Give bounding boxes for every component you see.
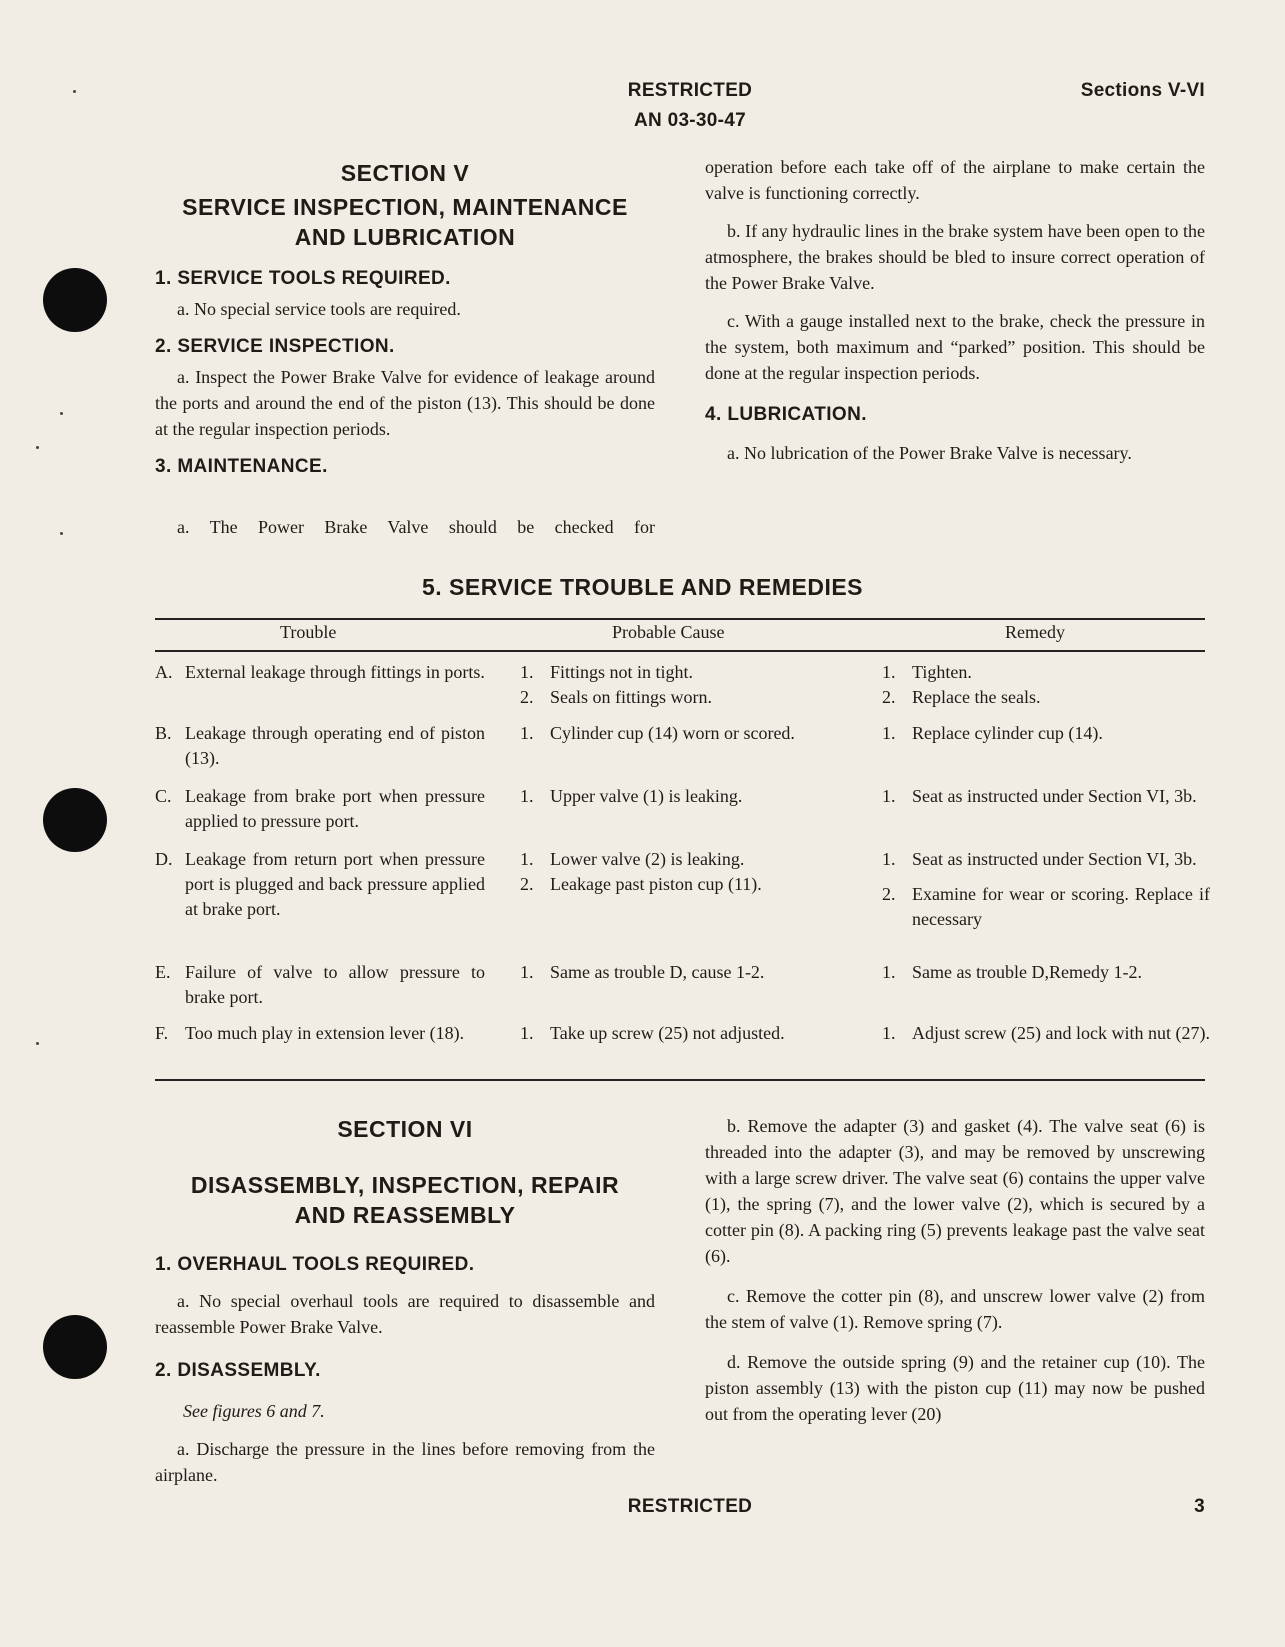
section5-para-4a: a. No lubrication of the Power Brake Valve is necessary.	[727, 443, 1132, 463]
header-sections: Sections V-VI	[1080, 80, 1205, 101]
cause-text: Fittings not in tight.	[550, 662, 694, 682]
cause-number: 2.	[520, 687, 534, 707]
paper-speck	[60, 532, 63, 535]
section6-subtitle-2: AND REASSEMBLY	[294, 1202, 516, 1228]
section5-heading-1: 1. SERVICE TOOLS REQUIRED.	[155, 268, 451, 289]
trouble-key: C.	[155, 786, 172, 806]
section6-para-1a: a. No special overhaul tools are required to disassemble and reassemble Power Brake Valve.	[155, 1291, 655, 1337]
table-rule-top	[155, 618, 1205, 620]
section5-heading-4: 4. LUBRICATION.	[705, 404, 867, 425]
trouble-text: Too much play in extension lever (18).	[185, 1023, 465, 1043]
trouble-key: B.	[155, 723, 172, 743]
section5-para-3a-cont: operation before each take off of the airplane to make certain the valve is functioning correctly.	[705, 157, 1205, 203]
section6-left-column	[155, 1114, 655, 1488]
table-cell-cause	[520, 960, 845, 985]
section5-subtitle-2: AND LUBRICATION	[294, 224, 516, 250]
table-cell-trouble	[155, 721, 485, 771]
table-header-trouble: Trouble	[280, 622, 337, 642]
binder-hole-bottom	[43, 1315, 107, 1379]
section5-para-2a: a. Inspect the Power Brake Valve for evidence of leakage around the ports and around the end of the piston (13). This should be done at the regular inspection periods.	[155, 367, 655, 439]
table-header-remedy: Remedy	[1005, 622, 1065, 642]
cause-number: 1.	[520, 786, 534, 806]
table-cell-trouble	[155, 1021, 485, 1046]
trouble-key: E.	[155, 962, 171, 982]
trouble-key: F.	[155, 1023, 169, 1043]
trouble-key: D.	[155, 849, 173, 869]
cause-number: 1.	[520, 1023, 534, 1043]
binder-hole-middle	[43, 788, 107, 852]
remedy-text: Adjust screw (25) and lock with nut (27).	[912, 1023, 1210, 1043]
table-cell-cause	[520, 784, 845, 809]
binder-hole-top	[43, 268, 107, 332]
cause-text: Upper valve (1) is leaking.	[550, 786, 743, 806]
table-cell-remedy	[882, 847, 1210, 932]
footer-page-number: 3	[1194, 1496, 1205, 1517]
table-cell-remedy	[882, 1021, 1210, 1046]
section6-see-figures: See figures 6 and 7.	[183, 1401, 325, 1421]
section6-para-2b: b. Remove the adapter (3) and gasket (4). The valve seat (6) is threaded into the adapter (3), and may be removed by unscrewing with a large screw driver. The valve seat (6) contains the upper valve (1), the spring (7), and the lower valve (2), which is secured by a cotter pin (8). A packing ring (5) prevents leakage past the valve seat (6).	[705, 1116, 1205, 1266]
remedy-text: Seat as instructed under Section VI, 3b.	[912, 849, 1197, 869]
section6-para-2a: a. Discharge the pressure in the lines before removing from the airplane.	[155, 1439, 655, 1485]
trouble-key: A.	[155, 662, 173, 682]
table-rule-bottom	[155, 1079, 1205, 1081]
remedy-number: 2.	[882, 884, 896, 904]
table-cell-cause	[520, 660, 845, 710]
table-cell-trouble	[155, 960, 485, 1010]
section6-subtitle-1: DISASSEMBLY, INSPECTION, REPAIR	[190, 1172, 620, 1198]
section6-para-2d: d. Remove the outside spring (9) and the retainer cup (10). The piston assembly (13) with the piston cup (11) may now be pushed out from the operating lever (20)	[705, 1352, 1205, 1424]
section6-right-column	[705, 1113, 1205, 1427]
paper-speck	[36, 446, 39, 449]
trouble-text: Leakage from return port when pressure port is plugged and back pressure applied at brake port.	[185, 849, 485, 919]
section6-heading-1: 1. OVERHAUL TOOLS REQUIRED.	[155, 1254, 475, 1275]
cause-number: 1.	[520, 849, 534, 869]
section5-heading-3: 3. MAINTENANCE.	[155, 456, 328, 477]
remedy-number: 1.	[882, 786, 896, 806]
table-cell-remedy	[882, 784, 1210, 809]
section5-para-1a: a. No special service tools are required.	[177, 299, 461, 319]
section5-right-column	[705, 154, 1205, 466]
remedy-text: Replace the seals.	[912, 687, 1041, 707]
section5-left-column	[155, 158, 655, 480]
remedy-text: Replace cylinder cup (14).	[912, 723, 1103, 743]
remedy-text: Same as trouble D,Remedy 1-2.	[912, 962, 1142, 982]
table-cell-remedy	[882, 721, 1210, 746]
section5-para-3a-start: a. The Power Brake Valve should be checked for	[177, 517, 655, 537]
section5-heading-2: 2. SERVICE INSPECTION.	[155, 336, 395, 357]
trouble-text: Leakage from brake port when pressure applied to pressure port.	[185, 786, 485, 831]
section5-para-3b: b. If any hydraulic lines in the brake system have been open to the atmosphere, the brakes should be bled to insure correct operation of the Power Brake Valve.	[705, 221, 1205, 293]
cause-text: Same as trouble D, cause 1-2.	[550, 962, 765, 982]
remedy-text: Seat as instructed under Section VI, 3b.	[912, 786, 1197, 806]
table-cell-cause	[520, 847, 845, 897]
remedy-text: Tighten.	[912, 662, 972, 682]
table-cell-remedy	[882, 660, 1210, 710]
section5-para-3c: c. With a gauge installed next to the brake, check the pressure in the system, both maximum and “parked” position. This should be done at the regular inspection periods.	[705, 311, 1205, 383]
cause-number: 1.	[520, 962, 534, 982]
trouble-text: External leakage through fittings in ports.	[185, 662, 485, 682]
table-rule-header	[155, 650, 1205, 652]
cause-text: Leakage past piston cup (11).	[550, 874, 762, 894]
footer-classification: RESTRICTED	[627, 1496, 753, 1517]
remedy-text: Examine for wear or scoring. Replace if necessary	[912, 884, 1210, 929]
paper-speck	[60, 412, 63, 415]
table-cell-remedy	[882, 960, 1210, 985]
table-cell-cause	[520, 721, 845, 746]
table-cell-trouble	[155, 847, 485, 922]
table-cell-cause	[520, 1021, 845, 1046]
table-cell-trouble	[155, 784, 485, 834]
header-doc-number: AN 03-30-47	[633, 110, 747, 131]
cause-number: 1.	[520, 723, 534, 743]
section6-title: SECTION VI	[337, 1116, 473, 1142]
remedy-number: 1.	[882, 662, 896, 682]
remedy-number: 1.	[882, 962, 896, 982]
section5-subtitle-1: SERVICE INSPECTION, MAINTENANCE	[182, 194, 628, 220]
section6-heading-2: 2. DISASSEMBLY.	[155, 1360, 321, 1381]
trouble-text: Failure of valve to allow pressure to brake port.	[185, 962, 485, 1007]
cause-number: 1.	[520, 662, 534, 682]
cause-number: 2.	[520, 874, 534, 894]
paper-speck	[73, 90, 76, 93]
header-classification: RESTRICTED	[627, 80, 753, 101]
cause-text: Take up screw (25) not adjusted.	[550, 1023, 785, 1043]
remedy-number: 1.	[882, 849, 896, 869]
remedy-number: 1.	[882, 723, 896, 743]
remedy-number: 1.	[882, 1023, 896, 1043]
cause-text: Cylinder cup (14) worn or scored.	[550, 723, 795, 743]
paper-speck	[36, 1042, 39, 1045]
table-cell-trouble	[155, 660, 485, 685]
remedy-number: 2.	[882, 687, 896, 707]
table-header-cause: Probable Cause	[612, 622, 725, 642]
cause-text: Lower valve (2) is leaking.	[550, 849, 745, 869]
trouble-text: Leakage through operating end of piston (13).	[185, 723, 485, 768]
section6-para-2c: c. Remove the cotter pin (8), and unscrew lower valve (2) from the stem of valve (1). Remove spring (7).	[705, 1286, 1205, 1332]
table-title: 5. SERVICE TROUBLE AND REMEDIES	[421, 574, 864, 600]
section5-title: SECTION V	[340, 160, 470, 186]
cause-text: Seals on fittings worn.	[550, 687, 712, 707]
